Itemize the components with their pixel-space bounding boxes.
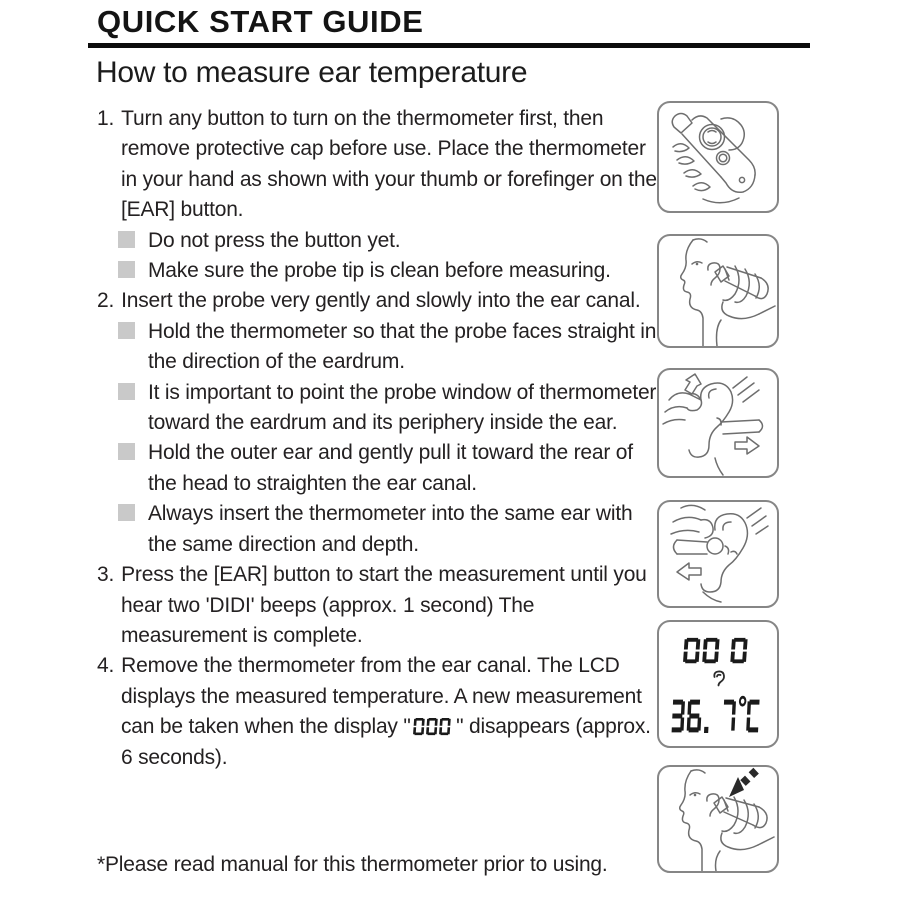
- remove-thermometer-illustration: [659, 767, 777, 871]
- step-4-number: 4.: [97, 654, 115, 678]
- step-2-text: Insert the probe very gently and slowly into the ear canal.: [121, 289, 641, 313]
- square-bullet-icon: [118, 322, 135, 339]
- figure-pull-outer-ear-arrow: [657, 500, 779, 608]
- step-3: [97, 560, 659, 651]
- step-3-number: 3.: [97, 563, 115, 587]
- figure-pull-ear-straighten-canal: [657, 368, 779, 478]
- step-2-note-3: [97, 438, 659, 499]
- square-bullet-icon: [118, 261, 135, 278]
- step-4-text-before: Remove the thermometer from the ear canal. The LCD displays the measured temperature. A new measurement can be taken when the display ": [121, 654, 642, 739]
- step-1: [97, 104, 659, 226]
- step-1-number: 1.: [97, 107, 115, 130]
- step-1-text: Turn any button to turn on the thermometer first, then remove protective cap before use. Place the thermometer in your hand as shown with your thumb or forefinger on the [EAR] button.: [121, 107, 657, 222]
- title-divider: [88, 43, 810, 48]
- insert-probe-illustration: [659, 236, 777, 346]
- lcd-temperature-reading: [667, 692, 769, 736]
- square-bullet-icon: [118, 504, 135, 521]
- step-4: [97, 651, 659, 773]
- note-text: Do not press the button yet.: [148, 228, 401, 252]
- note-text: It is important to point the probe window of thermometer toward the eardrum and its periphery inside the ear.: [148, 380, 657, 435]
- note-text: Hold the thermometer so that the probe faces straight in the direction of the eardrum.: [148, 319, 657, 374]
- step-4-text-after: " disappears (approx. 6 seconds).: [121, 715, 651, 769]
- step-2-note-4: [97, 499, 659, 560]
- instruction-list: [97, 104, 659, 773]
- footnote: *Please read manual for this thermometer prior to using.: [97, 853, 608, 876]
- step-2-note-2: [97, 378, 659, 439]
- section-heading: How to measure ear temperature: [96, 56, 528, 89]
- hand-holding-thermometer-illustration: [659, 103, 777, 211]
- pull-ear-illustration: [659, 370, 777, 476]
- step-2-note-1: [97, 317, 659, 378]
- page-title: QUICK START GUIDE: [97, 4, 424, 39]
- figure-inserting-probe-into-ear: [657, 234, 779, 348]
- note-text: Hold the outer ear and gently pull it toward the rear of the head to straighten the ear canal.: [148, 441, 633, 495]
- square-bullet-icon: [118, 443, 135, 460]
- figure-hand-holding-thermometer: [657, 101, 779, 213]
- step-2-number: 2.: [97, 289, 115, 313]
- lcd-top-reading: [680, 632, 756, 666]
- figure-lcd-display: [657, 620, 779, 748]
- step-3-text: Press the [EAR] button to start the measurement until you hear two 'DIDI' beeps (approx. 1 second) The measurement is complete.: [121, 563, 647, 647]
- step-2: [97, 286, 659, 316]
- pull-outer-ear-illustration: [659, 502, 777, 606]
- press-direction-arrow-icon: [729, 768, 759, 797]
- note-text: Make sure the probe tip is clean before measuring.: [148, 259, 611, 283]
- step-1-note-2: [97, 256, 659, 286]
- figure-removing-thermometer: [657, 765, 779, 873]
- lcd-zeros-inline-icon: [411, 714, 457, 737]
- square-bullet-icon: [118, 383, 135, 400]
- step-1-note-1: [97, 226, 659, 256]
- square-bullet-icon: [118, 231, 135, 248]
- note-text: Always insert the thermometer into the same ear with the same direction and depth.: [148, 502, 633, 556]
- ear-icon: [708, 669, 728, 689]
